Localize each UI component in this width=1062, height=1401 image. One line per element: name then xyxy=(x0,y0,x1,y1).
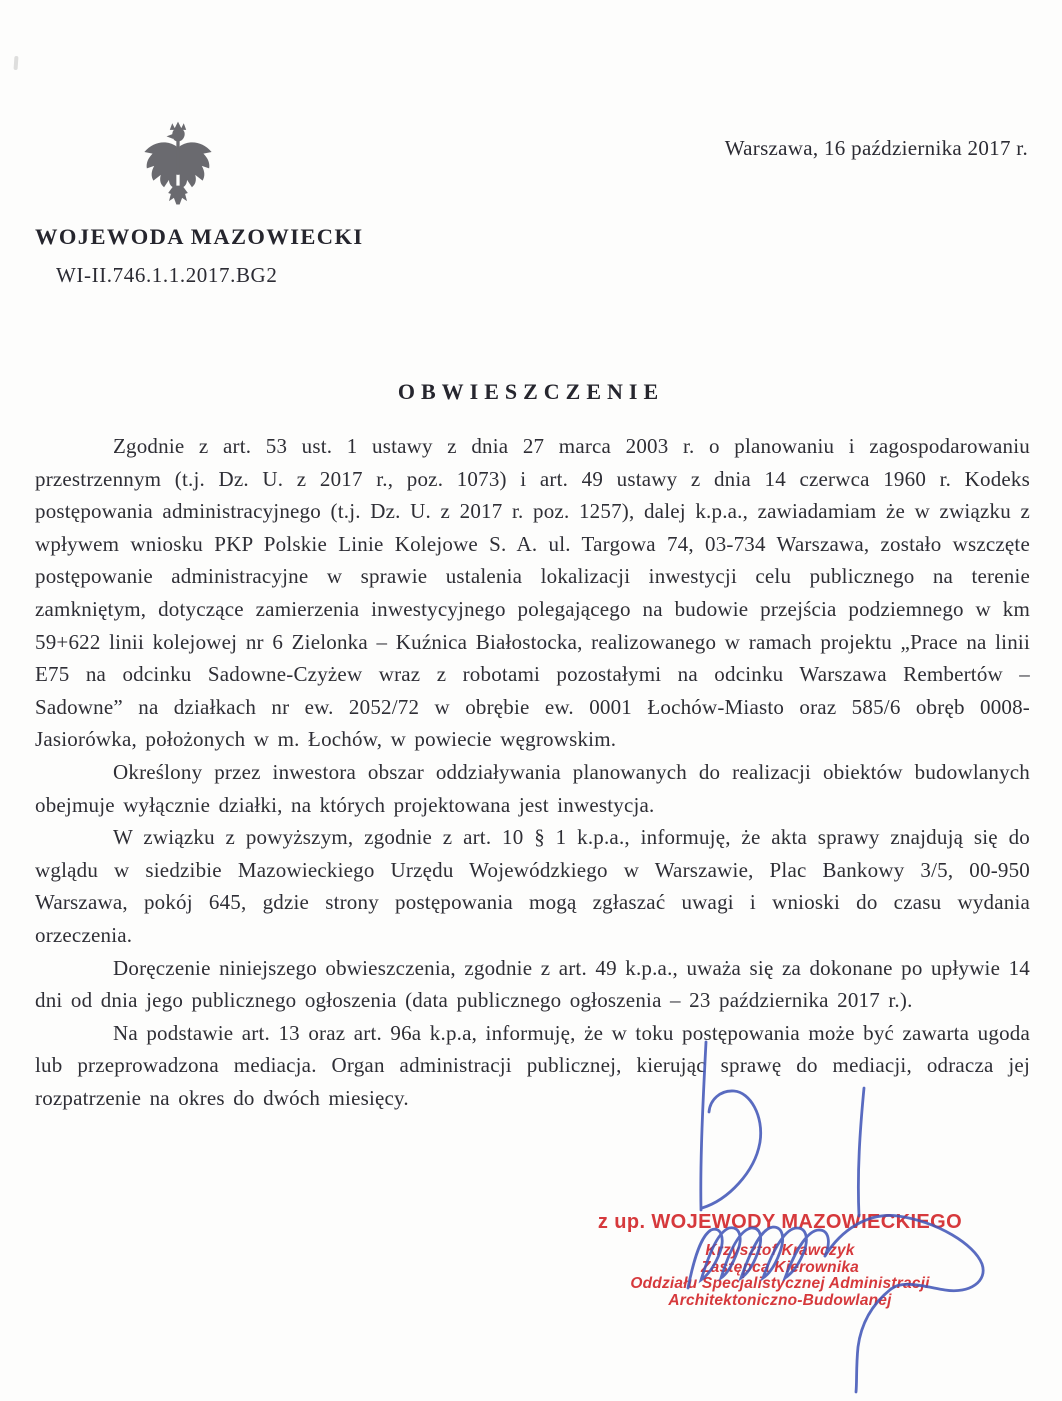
document-title: OBWIESZCZENIE xyxy=(397,379,665,404)
stamp-signer-role-3: Architektoniczno-Budowlanej xyxy=(668,1291,892,1309)
issuer-title: WOJEWODA MAZOWIECKI xyxy=(35,224,364,249)
stamp-signer-name: Krzysztof Krawczyk xyxy=(705,1242,855,1259)
case-reference-number: WI-II.746.1.1.2017.BG2 xyxy=(56,263,278,287)
paragraph-legal-basis: Zgodnie z art. 53 ust. 1 ustawy z dnia 27 marca 2003 r. o planowaniu i zagospodarowaniu przestrzennym (t.j. Dz. U. z 2017 r., poz. 1073) i art. 49 ustawy z dnia 14 czerwca 1960 r. Kodeks postępowania administracyjnego (t.j. Dz. U. z 2017 r. poz. 1257), dalej k.p.a., zawiadamiam że w związku z wpływem wniosku PKP Polskie Linie Kolejowe S. A. ul. Targowa 74, 03-734 Warszawa, zostało wszczęte postępowanie administracyjne w sprawie ustalenia lokalizacji inwestycji celu publicznego na terenie zamkniętym, dotyczące zamierzenia inwestycyjnego polegającego na budowie przejścia podziemnego w km 59+622 linii kolejowej nr 6 Zielonka – Kuźnica Białostocka, realizowanego w ramach projektu „Prace na linii E75 na odcinku Sadowne-Czyżew wraz z robotami pozostałymi na odcinku Warszawa Rembertów – Sadowne” na działkach nr ew. 2052/72 w obrębie ew. 0001 Łochów-Miasto oraz 585/6 obręb 0008- Jasiorówka, położonych w m. Łochów, w powiecie węgrowskim. xyxy=(35,434,1030,752)
paragraph-impact-area: Określony przez inwestora obszar oddziaływania planowanych do realizacji obiektów budowlanych obejmuje wyłącznie działki, na których projektowana jest inwestycja. xyxy=(35,759,1030,817)
document-body xyxy=(35,430,1030,1114)
stamp-signer-role-1: Zastępca Kierownika xyxy=(701,1258,859,1276)
paragraph-file-access: W związku z powyższym, zgodnie z art. 10 § 1 k.p.a., informuję, że akta sprawy znajdują się do wglądu w siedzibie Mazowieckiego Urzędu Wojewódzkiego w Warszawie, Plac Bankowy 3/5, 00-950 Warszawa, pokój 645, gdzie strony postępowania mogą zgłaszać uwagi i wnioski do czasu wydania orzeczenia. xyxy=(35,825,1030,947)
stamp-signer-role-2: Oddziału Specjalistycznej Administracji xyxy=(630,1275,930,1292)
place-and-date: Warszawa, 16 października 2017 r. xyxy=(724,136,1028,160)
polish-eagle-emblem xyxy=(137,120,219,220)
scan-smudge xyxy=(14,56,19,70)
paragraph-delivery-date: Doręczenie niniejszego obwieszczenia, zgodnie z art. 49 k.p.a., uważa się za dokonane po upływie 14 dni od dnia jego publicznego ogłoszenia (data publicznego ogłoszenia – 23 października 2017 r.). xyxy=(35,955,1030,1013)
paragraph-mediation: Na podstawie art. 13 oraz art. 96a k.p.a, informuję, że w toku postępowania może być zawarta ugoda lub przeprowadzona mediacja. Organ administracji publicznej, kierując sprawę do mediacji, odracza jej rozpatrzenie na okres do dwóch miesięcy. xyxy=(35,1020,1030,1110)
stamp-authorization-line: z up. WOJEWODY MAZOWIECKIEGO xyxy=(597,1211,963,1233)
signature-stamp xyxy=(555,1211,1005,1309)
